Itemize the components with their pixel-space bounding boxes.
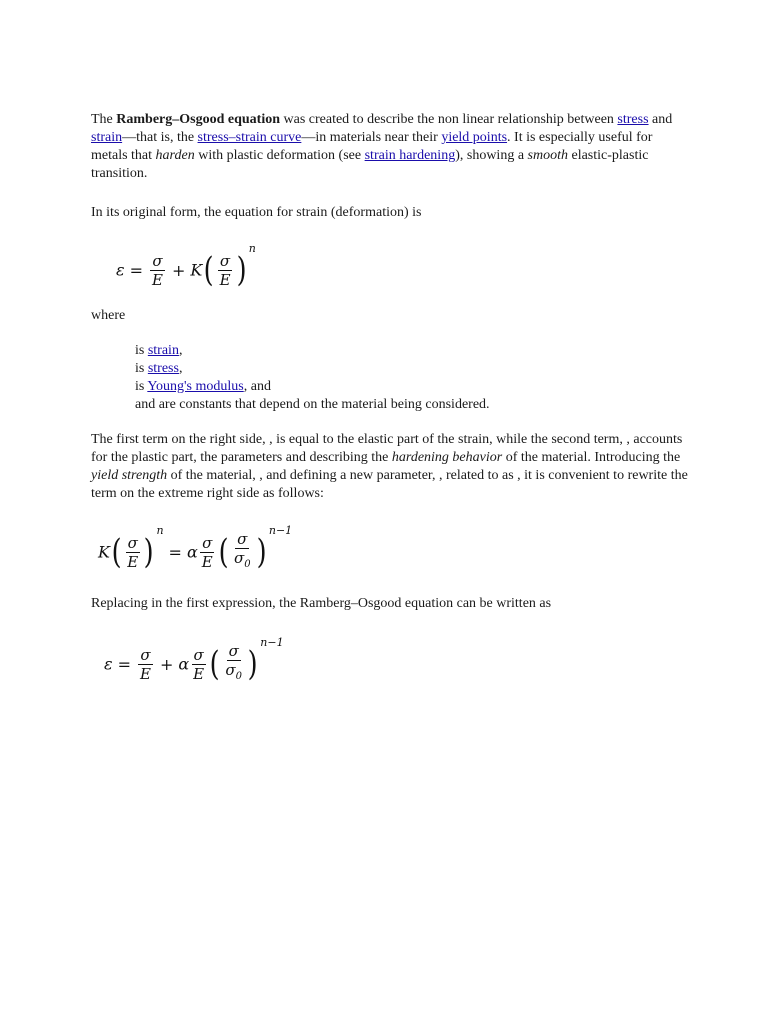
- eq-symbol: ε: [116, 260, 125, 280]
- definition-constants: and are constants that depend on the material being considered.: [135, 397, 490, 412]
- eq-paren: ): [247, 644, 258, 684]
- eq-fraction: [218, 253, 233, 288]
- link-yield-points[interactable]: yield points: [441, 130, 508, 145]
- eq-symbol: E: [201, 552, 213, 571]
- text: The: [91, 112, 117, 127]
- text: of the material. Introducing the: [502, 450, 681, 465]
- definition-strain: [135, 342, 490, 360]
- terms-paragraph: [91, 431, 691, 503]
- eq-exponent: n−1: [260, 636, 284, 649]
- text: was created to describe the non linear relationship between: [280, 112, 618, 127]
- text: with plastic deformation (see: [194, 148, 365, 163]
- eq-symbol: σ: [193, 645, 204, 664]
- eq-paren: (: [111, 532, 122, 572]
- eq-symbol: E: [193, 664, 205, 683]
- original-form-paragraph: In its original form, the equation for strain (deformation) is: [91, 205, 422, 220]
- eq-fraction: [200, 535, 215, 570]
- eq-paren: ): [256, 532, 267, 572]
- eq-symbol: E: [127, 552, 139, 571]
- eq-symbol: σ: [237, 530, 248, 548]
- emphasis: yield strength: [91, 468, 168, 483]
- eq-symbol: ε: [104, 654, 113, 674]
- equation-rewrite: [98, 524, 292, 573]
- link-youngs-modulus[interactable]: Young's modulus: [147, 379, 244, 394]
- eq-symbol: σ: [228, 642, 239, 660]
- text: of the material, , and defining a new parameter, , related to as , it is convenient to rewrite the term on the extreme right side as follows:: [91, 468, 688, 501]
- where-paragraph: where: [91, 308, 126, 323]
- text: —that is, the: [122, 130, 198, 145]
- link-def-stress[interactable]: stress: [147, 361, 179, 376]
- definition-list: [135, 342, 490, 414]
- eq-denominator: [232, 549, 253, 573]
- eq-exponent: n: [156, 524, 164, 537]
- eq-operator: +: [159, 654, 174, 674]
- eq-symbol: σ: [233, 549, 245, 567]
- eq-symbol: σ: [140, 645, 151, 664]
- link-stress[interactable]: stress: [617, 112, 649, 127]
- eq-fraction: [125, 535, 140, 570]
- link-stress-strain-curve[interactable]: stress–strain curve: [197, 130, 302, 145]
- emphasis: harden: [155, 148, 195, 163]
- definition-youngs-modulus: [135, 378, 490, 396]
- text: and: [648, 112, 673, 127]
- text: , and: [243, 379, 271, 394]
- eq-symbol: E: [152, 270, 163, 289]
- emphasis: smooth: [527, 148, 568, 163]
- eq-exponent: n: [248, 242, 256, 255]
- text: . It is especially useful for metals that: [91, 130, 653, 163]
- eq-operator: =: [168, 542, 182, 562]
- term-bold: Ramberg–Osgood equation: [116, 112, 280, 127]
- eq-paren: (: [209, 644, 220, 684]
- text: —in materials near their: [301, 130, 442, 145]
- eq-paren: ): [143, 532, 154, 572]
- text: The first term on the right side, , is equal to the elastic part of the strain, while the second term, , accounts for the plastic part, the parameters and describing the: [91, 432, 683, 465]
- eq-denominator: [223, 661, 244, 685]
- eq-paren: (: [203, 250, 214, 290]
- link-def-strain[interactable]: strain: [147, 343, 179, 358]
- text: is: [135, 361, 148, 376]
- eq-subscript: 0: [235, 671, 243, 682]
- eq-operator: +: [171, 260, 186, 280]
- eq-symbol: E: [140, 664, 151, 683]
- eq-operator: =: [117, 654, 131, 674]
- eq-symbol: σ: [152, 251, 163, 270]
- eq-symbol: α: [178, 654, 190, 674]
- text: ,: [178, 361, 183, 376]
- replacing-paragraph: Replacing in the first expression, the Ramberg–Osgood equation can be written as: [91, 596, 552, 611]
- eq-fraction: [232, 531, 253, 573]
- eq-symbol: σ: [202, 533, 213, 552]
- link-strain[interactable]: strain: [91, 130, 123, 145]
- eq-paren: ): [236, 250, 247, 290]
- eq-symbol: σ: [225, 661, 236, 679]
- eq-symbol: σ: [219, 251, 231, 270]
- definition-stress: [135, 360, 490, 378]
- eq-operator: =: [129, 260, 143, 280]
- equation-final: [104, 636, 284, 685]
- eq-symbol: K: [190, 260, 203, 280]
- eq-symbol: E: [219, 270, 231, 289]
- emphasis: hardening behavior: [391, 450, 503, 465]
- eq-symbol: σ: [127, 533, 138, 552]
- text: is: [135, 379, 148, 394]
- eq-fraction: [191, 647, 206, 682]
- eq-fraction: [150, 253, 165, 288]
- equation-original: [116, 242, 256, 288]
- text: elastic-plastic transition.: [91, 148, 649, 181]
- text: ,: [178, 343, 183, 358]
- eq-symbol: K: [98, 542, 110, 562]
- eq-fraction: [223, 643, 244, 685]
- eq-paren: (: [218, 532, 229, 572]
- eq-subscript: 0: [244, 559, 251, 570]
- link-strain-hardening[interactable]: strain hardening: [364, 148, 456, 163]
- text: ), showing a: [455, 148, 528, 163]
- text: is: [135, 343, 148, 358]
- intro-paragraph: [91, 111, 691, 183]
- eq-symbol: α: [186, 542, 198, 562]
- eq-exponent: n−1: [268, 524, 293, 537]
- eq-fraction: [138, 647, 153, 682]
